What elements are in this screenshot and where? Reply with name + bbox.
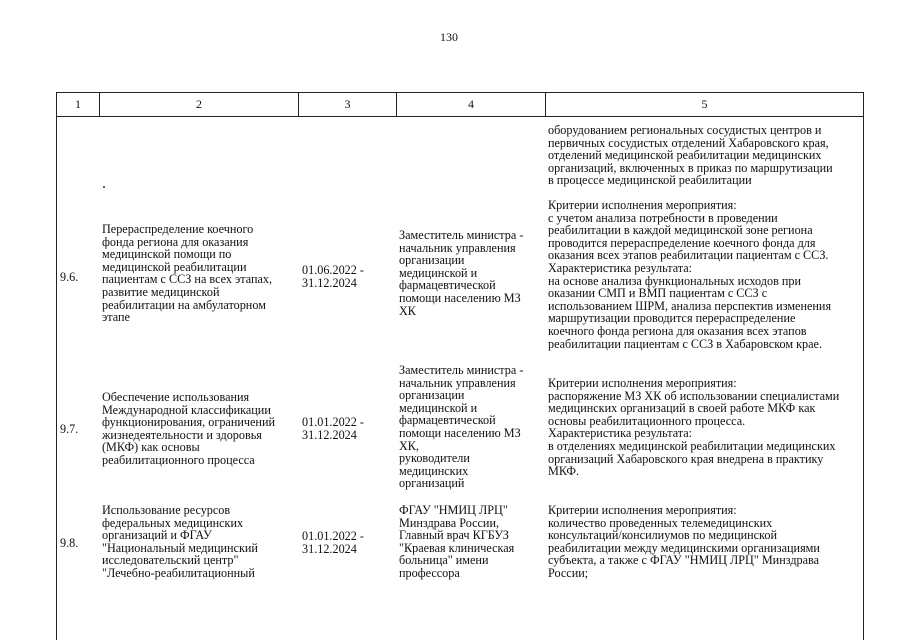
row-number: 9.6. [60, 270, 79, 284]
column-divider [56, 92, 57, 640]
activity-cell: Обеспечение использования Международной классификации функционирования, ограничений жизнедеятельности и здоровья (МКФ) как основы реабилитационного процесса [102, 390, 275, 467]
page-number: 130 [440, 30, 458, 44]
responsible-cell: ФГАУ "НМИЦ ЛРЦ" Минздрава России, Главный врач КГБУЗ "Краевая клиническая больница" имени профессора [399, 503, 515, 580]
header-bottom-border [56, 116, 864, 117]
stray-mark [103, 186, 105, 188]
activity-cell: Перераспределение коечного фонда региона для оказания медицинской помощи по медицинской реабилитации пациентам с ССЗ на всех этапах, развитие медицинской реабилитации на амбулаторном этапе [102, 222, 273, 325]
criteria-cell: Критерии исполнения мероприятия: количество проведенных телемедицинских консультаций/консилиумов по медицинской реабилитации между медицинскими организациями субъекта, а также с ФГАУ "НМИЦ ЛРЦ" Минздрава России; [548, 503, 820, 580]
row-number: 9.7. [60, 422, 79, 436]
criteria-cell: Критерии исполнения мероприятия: распоряжение МЗ ХК об использовании специалистами медицинских организаций в своей работе МКФ как основы реабилитационного процесса. Характеристика результата: в отделениях медицинской реабилитации медицинских организаций Хабаровского края внедрена в практику МКФ. [548, 376, 840, 479]
responsible-cell: Заместитель министра - начальник управления организации медицинской и фармацевтической помощи населению МЗ ХК, руководители медицинских организаций [399, 363, 524, 491]
period-cell: 01.01.2022 - 31.12.2024 [302, 529, 364, 556]
header-col-1: 1 [75, 97, 81, 111]
criteria-cell: Критерии исполнения мероприятия: с учетом анализа потребности в проведении реабилитации в каждой медицинской зоне региона проводится перераспределение коечного фонда для оказания всех этапов реабилитации пациентам с ССЗ. Характеристика результата: на основе анализа функциональных исходов при оказании СМП и ВМП пациентам с ССЗ с использованием ШРМ, анализа перспектив изменения маршрутизации проводится перераспределение коечного фонда региона для оказания всех этапов реабилитации пациентам с ССЗ в Хабаровском крае. [548, 198, 832, 351]
header-col-4: 4 [468, 97, 474, 111]
column-divider [863, 92, 864, 640]
row-number: 9.8. [60, 536, 79, 550]
table-top-border [56, 92, 864, 93]
responsible-cell: Заместитель министра - начальник управления организации медицинской и фармацевтической помощи населению МЗ ХК [399, 228, 524, 318]
period-cell: 01.01.2022 - 31.12.2024 [302, 415, 364, 442]
header-col-3: 3 [344, 97, 351, 111]
header-col-2: 2 [196, 97, 202, 111]
period-cell: 01.06.2022 - 31.12.2024 [302, 263, 364, 290]
header-col-5: 5 [701, 97, 708, 111]
continuation-text: оборудованием региональных сосудистых центров и первичных сосудистых отделений Хабаровского края, отделений медицинской реабилитации медицинских организаций, включенных в приказ по маршрутизации в процессе медицинской реабилитации [548, 123, 833, 188]
activity-cell: Использование ресурсов федеральных медицинских организаций и ФГАУ "Национальный медицинский исследовательский центр" "Лечебно-реабилитационный [102, 503, 258, 580]
